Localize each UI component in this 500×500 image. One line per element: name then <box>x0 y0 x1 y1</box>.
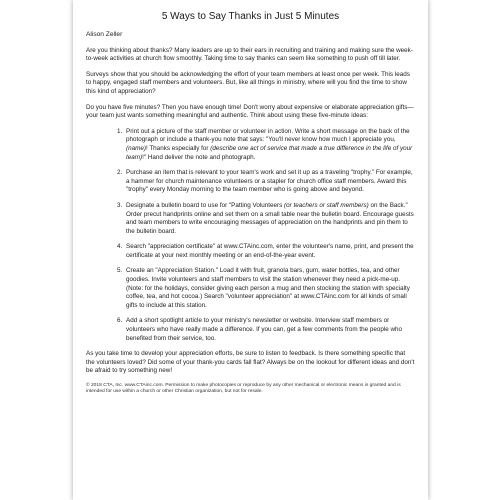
list-item: 1. Print out a picture of the staff member or volunteer in action. Write a short message on the back of the photograph or include a thank-you note that says: "You'll never know how much I appreciate you, (name)! Thanks especially for (describe one act of service that made a true difference in the life of your team)!" Hand deliver the note and photograph. <box>124 128 415 162</box>
intro-paragraph: Do you have five minutes? Then you have enough time! Don't worry about expensive or elaborate appreciation gifts—your team just wants something meaningful and authentic. Think about using these five-minute ideas: <box>86 103 414 120</box>
list-item: 2. Purchase an item that is relevant to your team's work and set it up as a traveling "trophy." For example, a hammer for church maintenance volunteers or a stapler for church office staff members. Award this "trophy" every Monday morning to the team member who is going above and beyond. <box>124 169 415 195</box>
list-item: 6. Add a short spotlight article to your ministry's newsletter or website. Interview staff members or volunteers who have really made a difference. If you can, get a few comments from the people who benefited from their service, too. <box>124 317 415 343</box>
list-item: 5. Create an "Appreciation Station." Load it with fruit, granola bars, gum, water bottles, tea, and other goodies. Invite volunteers and staff members to visit the station whenever they need a pick-me-up. (Note: for the holidays, consider giving each person a mug and then stocking the station with specialty coffee, tea, and hot cocoa.) Search "volunteer appreciation" at www.CTAinc.com for all kinds of small gifts to include at this station. <box>124 267 415 310</box>
closing-paragraph: As you take time to develop your appreciation efforts, be sure to listen to feedback. Is there something specific that the volunteers loved? Did some of your thank-you cards fall flat? Always be on the lookout for different ideas and don't be afraid to try something new! <box>86 350 415 375</box>
copyright-footer: © 2018 CTA, Inc. www.CTAinc.com. Permission to make photocopies or reproduce by any other mechanical or electronic means is granted and is intended for use within a church or other Christian organization, but not for resale. <box>86 383 401 395</box>
document-page <box>73 0 428 500</box>
list-item: 3. Designate a bulletin board to use for "Patting Volunteers (or teachers or staff members) on the Back." Order precut handprints online and set them on a small table near the bulletin board. Encourage guests and team members to write encouraging messages of appreciation on the handprints and pin them to the bulletin board. <box>124 202 415 236</box>
ideas-list <box>86 128 415 343</box>
document-title: 5 Ways to Say Thanks in Just 5 Minutes <box>161 11 340 22</box>
list-item: 4. Search "appreciation certificate" at www.CTAinc.com, enter the volunteer's name, print, and present the certificate at your next monthly meeting or an end-of-the-year event. <box>124 243 415 260</box>
intro-paragraph: Are you thinking about thanks? Many leaders are up to their ears in recruiting and training and making sure the week-to-week activities at church flow smoothly. Taking time to say thanks can seem like something to push off till later. <box>86 46 413 63</box>
intro-paragraph: Surveys show that you should be acknowledging the effort of your team members at least once per week. This leads to happy, engaged staff members and volunteers. But, like all things in ministry, where will you find the time to show this kind of appreciation? <box>86 70 410 95</box>
author-name: Alison Zeller <box>86 31 123 38</box>
